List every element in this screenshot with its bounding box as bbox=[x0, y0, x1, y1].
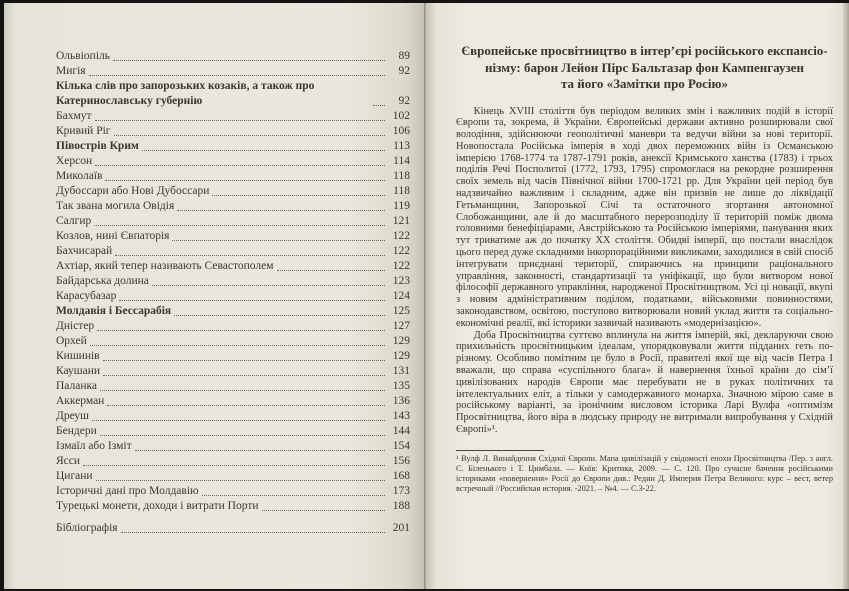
toc-dot-leader bbox=[94, 225, 385, 226]
toc-entry-label: Мигія bbox=[56, 65, 86, 77]
toc-entry-page-number: 119 bbox=[393, 200, 410, 212]
toc-entry bbox=[56, 214, 410, 229]
article-title-line: нізму: барон Лейон Пірс Бальтазар фон Кампенгаузен bbox=[485, 59, 804, 75]
toc-entry-label: Цигани bbox=[56, 470, 93, 482]
toc-entry bbox=[56, 469, 410, 484]
toc-entry-label: Бахчисарай bbox=[56, 245, 113, 257]
toc-entry bbox=[56, 124, 410, 139]
toc-dot-leader bbox=[97, 330, 385, 331]
toc-entry-label: Миколаїв bbox=[56, 170, 103, 182]
article-title-line: Європейське просвітництво в інтер’єрі російського експансіо- bbox=[461, 43, 828, 58]
toc-entry bbox=[56, 379, 410, 394]
toc-entry bbox=[56, 259, 410, 274]
toc-entry-label: Козлов, нині Євпаторія bbox=[56, 230, 170, 242]
toc-entry-page-number: 143 bbox=[392, 410, 410, 422]
toc-entry-page-number: 114 bbox=[393, 155, 410, 167]
table-of-contents bbox=[56, 49, 410, 536]
toc-entry-label: Байдарська долина bbox=[56, 275, 149, 287]
toc-dot-leader bbox=[96, 480, 385, 481]
toc-dot-leader bbox=[202, 495, 385, 496]
toc-entry bbox=[56, 184, 410, 199]
toc-entry bbox=[56, 139, 410, 154]
toc-entry bbox=[56, 319, 410, 334]
toc-entry-label: Бахмут bbox=[56, 110, 92, 122]
toc-entry-label: Бібліографія bbox=[56, 522, 118, 534]
footnote-separator bbox=[456, 450, 544, 451]
toc-entry bbox=[56, 349, 410, 364]
toc-dot-leader bbox=[103, 375, 385, 376]
toc-dot-leader bbox=[373, 105, 385, 106]
toc-entry-page-number: 156 bbox=[392, 455, 410, 467]
toc-dot-leader bbox=[89, 75, 385, 76]
article-title bbox=[456, 43, 833, 93]
toc-entry bbox=[56, 409, 410, 424]
toc-entry-page-number: 89 bbox=[398, 50, 410, 62]
toc-entry-label: Історичні дані про Молдавію bbox=[56, 485, 199, 497]
toc-dot-leader bbox=[95, 120, 385, 121]
toc-entry bbox=[56, 199, 410, 214]
toc-entry-page-number: 118 bbox=[393, 170, 410, 182]
toc-entry bbox=[56, 229, 410, 244]
toc-dot-leader bbox=[113, 60, 385, 61]
toc-entry-label: Ясси bbox=[56, 455, 81, 467]
toc-entry-page-number: 118 bbox=[393, 185, 410, 197]
toc-entry-label: Дреуш bbox=[56, 410, 90, 422]
toc-entry-label: Ольвіопіль bbox=[56, 50, 110, 62]
right-page bbox=[426, 3, 843, 589]
toc-entry-label: Кишинів bbox=[56, 350, 100, 362]
toc-entry bbox=[56, 424, 410, 439]
toc-entry-label: Півострів Крим bbox=[56, 140, 139, 152]
body-paragraph: Доба Просвітництва суттєво вплинула на життя імперій, які, декларуючи свою прихильність просвітницьким ідеалам, упорядковували життя підданих геть по-різному. Особливо помітним це було в Росії, правителі якої ще від часів Петра І вважали, що справа «суспільного блага» й навернення їхньої країни до сім’ї цивілізованих народів Європи має перебувати не в руках політичних та інтелектуальних еліт, а тільки у самодержавного монарха. Значною мірою саме в російському варіанті, за іронічним висловом історика Ларі Вулфа «оптимізм Просвітництва, його віра в людську природу не витримали випробування у Східній Європі»¹. bbox=[456, 329, 833, 436]
toc-dot-leader bbox=[100, 435, 385, 436]
toc-entry-page-number: 173 bbox=[392, 485, 410, 497]
toc-entry-label: Салгир bbox=[56, 215, 92, 227]
toc-dot-leader bbox=[114, 135, 386, 136]
toc-dot-leader bbox=[83, 465, 385, 466]
toc-entry-label: Турецькі монети, доходи і витрати Порти bbox=[56, 500, 259, 512]
toc-dot-leader bbox=[212, 195, 385, 196]
toc-entry-page-number: 154 bbox=[392, 440, 410, 452]
toc-entry-page-number: 201 bbox=[392, 522, 410, 534]
toc-entry-label: Бендери bbox=[56, 425, 97, 437]
toc-entry-page-number: 188 bbox=[392, 500, 410, 512]
toc-dot-leader bbox=[115, 255, 385, 256]
toc-entry bbox=[56, 79, 410, 109]
toc-entry bbox=[56, 274, 410, 289]
toc-entry-label: Паланка bbox=[56, 380, 98, 392]
toc-dot-leader bbox=[100, 390, 385, 391]
toc-entry-label: Молдавія і Бессарабія bbox=[56, 305, 172, 317]
toc-entry bbox=[56, 334, 410, 349]
toc-entry-page-number: 121 bbox=[392, 215, 410, 227]
toc-entry bbox=[56, 289, 410, 304]
toc-entry-label: Так звана могила Овідія bbox=[56, 200, 175, 212]
toc-dot-leader bbox=[172, 240, 385, 241]
toc-entry-page-number: 129 bbox=[392, 335, 410, 347]
toc-dot-leader bbox=[105, 180, 385, 181]
toc-entry bbox=[56, 64, 410, 79]
toc-dot-leader bbox=[174, 315, 385, 316]
toc-entry-page-number: 122 bbox=[392, 260, 410, 272]
toc-entry-page-number: 135 bbox=[392, 380, 410, 392]
toc-dot-leader bbox=[135, 450, 385, 451]
toc-dot-leader bbox=[277, 270, 386, 271]
toc-dot-leader bbox=[142, 150, 385, 151]
toc-entry-page-number: 168 bbox=[392, 470, 410, 482]
toc-entry-page-number: 144 bbox=[392, 425, 410, 437]
toc-entry bbox=[56, 154, 410, 169]
toc-entry-page-number: 92 bbox=[398, 95, 410, 107]
toc-dot-leader bbox=[103, 360, 385, 361]
toc-entry bbox=[56, 394, 410, 409]
body-paragraph: Кінець XVIII століття був періодом великих змін і важливих подій в історії Європи та, зокрема, й України. Європейські держави активно розширювали свої володіння, здійснюючи геополітичні маневри та ведучи війни за нові території. Новопостала Російська імперія в ході двох переможних війн із Османською імперією 1768-1774 та 1787-1791 років, анексії Кримського ханства (1783) і трьох поділів Речі Посполитої (1772, 1793, 1795) спромоглася на рекордне розширення своїх земель від часів Північної війни 1700-1721 рр. Для України цей період був надзвичайно важливим і складним, адже він призвів не лише до ліквідації Гетьманщини, Запорозької Січі та остаточного згортання автономної Слобожанщини, але й до масштабного перерозподілу її територій поміж двома головними бенефіціарами, Австрійською та Російською імперіями, панування яких тут триватиме аж до початку XX століття. Обидві імперії, що постали внаслідок цього перед дуже складними інкорпораційними викликами, заходилися в свій спосіб інтегрувати приєднані території, спираючись на принципи раціонального управління, законності, стандартизації та уніфікації, що були витвором нової філософії державного управління, народженої Просвітництвом. Усі ці новації, вкупі з новим адміністративним поділом, податками, військовими повинностями, законодавством, освітою, поступово витворювали новий уклад життя та соціально-економічні реалії, які історики зазвичай називають «модернізацією». bbox=[456, 105, 833, 329]
toc-dot-leader bbox=[107, 405, 385, 406]
toc-dot-leader bbox=[119, 300, 385, 301]
toc-entry-page-number: 125 bbox=[392, 305, 410, 317]
toc-entry-page-number: 102 bbox=[392, 110, 410, 122]
toc-entry-label: Карасубазар bbox=[56, 290, 117, 302]
toc-entry-page-number: 92 bbox=[398, 65, 410, 77]
toc-entry-page-number: 127 bbox=[392, 320, 410, 332]
toc-dot-leader bbox=[262, 510, 385, 511]
toc-entry bbox=[56, 454, 410, 469]
toc-entry bbox=[56, 244, 410, 259]
toc-entry-label: Ахтіар, який тепер називають Севастополем bbox=[56, 260, 274, 272]
toc-entry-page-number: 113 bbox=[393, 140, 410, 152]
toc-entry-label: Дубоссари або Нові Дубоссари bbox=[56, 185, 210, 197]
toc-entry-page-number: 131 bbox=[392, 365, 410, 377]
article-title-line: та його «Замітки про Росію» bbox=[561, 76, 728, 91]
article-body bbox=[456, 106, 833, 436]
toc-dot-leader bbox=[121, 532, 385, 533]
toc-entry-label: Аккерман bbox=[56, 395, 105, 407]
toc-entry-label: Кілька слів про запорозьких козаків, а також про Катеринославську губернію bbox=[56, 80, 315, 107]
toc-dot-leader bbox=[95, 165, 385, 166]
toc-entry-page-number: 122 bbox=[392, 245, 410, 257]
toc-entry bbox=[56, 169, 410, 184]
toc-entry bbox=[56, 364, 410, 379]
toc-dot-leader bbox=[92, 420, 385, 421]
toc-entry bbox=[56, 499, 410, 514]
page-edge-stack bbox=[843, 3, 849, 589]
toc-dot-leader bbox=[177, 210, 385, 211]
toc-entry-page-number: 129 bbox=[392, 350, 410, 362]
toc-entry-page-number: 106 bbox=[392, 125, 410, 137]
left-page bbox=[4, 3, 426, 589]
toc-entry bbox=[56, 439, 410, 454]
toc-dot-leader bbox=[152, 285, 385, 286]
toc-entry-label: Херсон bbox=[56, 155, 93, 167]
toc-entry-page-number: 122 bbox=[392, 230, 410, 242]
toc-entry-label: Кривий Ріг bbox=[56, 125, 111, 137]
toc-entry-label: Ізмаїл або Ізміт bbox=[56, 440, 132, 452]
toc-entry-page-number: 136 bbox=[392, 395, 410, 407]
toc-entry-label: Дністер bbox=[56, 320, 95, 332]
toc-entry-page-number: 124 bbox=[392, 290, 410, 302]
toc-entry bbox=[56, 49, 410, 64]
toc-entry bbox=[56, 484, 410, 499]
toc-dot-leader bbox=[90, 345, 385, 346]
toc-entry bbox=[56, 521, 410, 536]
toc-entry bbox=[56, 109, 410, 124]
toc-entry-label: Каушани bbox=[56, 365, 101, 377]
footnote: ¹ Вулф Л. Винайдення Східної Європи. Мапа цивілізацій у свідомості епохи Просвітництва /Пер. з англ. С. Біленького і Т. Цимбала. — Київ: Критика, 2009. — С. 120. Про сучасне бачення російськими істориками «повернення» Росії до Європи див.: Редин Д. Империя Петра Великого: курс – вест, ветер встречный //Российская история. -2021. – №4. — С.3-22. bbox=[456, 453, 833, 494]
toc-entry-page-number: 123 bbox=[392, 275, 410, 287]
toc-entry-label: Орхей bbox=[56, 335, 87, 347]
toc-entry bbox=[56, 304, 410, 319]
